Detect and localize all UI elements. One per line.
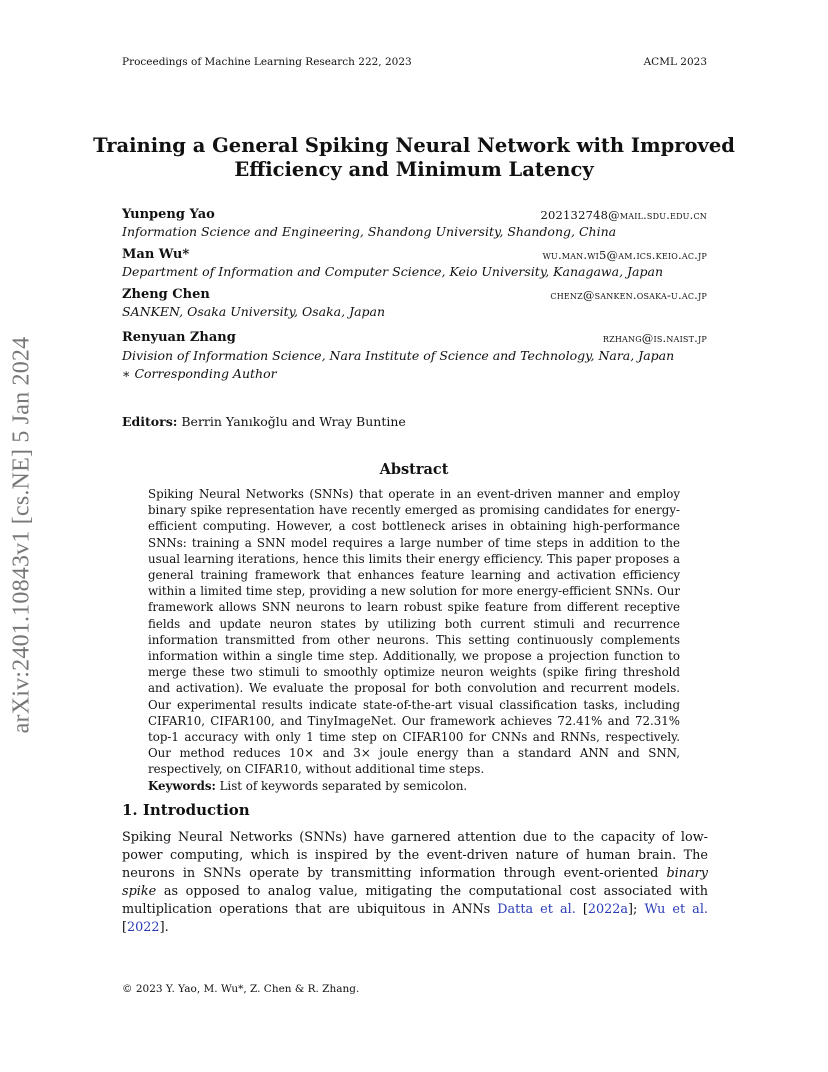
author-name: Yunpeng Yao	[122, 207, 215, 222]
author-affiliation: Information Science and Engineering, Shandong University, Shandong, China	[122, 224, 617, 239]
arxiv-sidebar-stamp	[8, 336, 35, 734]
author-name: Zheng Chen	[122, 287, 210, 302]
author-affiliation: Department of Information and Computer Science, Keio University, Kanagawa, Japan	[122, 264, 663, 279]
title-line-2: Efficiency and Minimum Latency	[234, 158, 594, 181]
section-heading-introduction: 1. Introduction	[122, 801, 250, 819]
title-line-1: Training a General Spiking Neural Network with Improved	[93, 134, 735, 157]
copyright-footer: © 2023 Y. Yao, M. Wu*, Z. Chen & R. Zhang.	[122, 983, 360, 995]
keywords-label: Keywords:	[148, 778, 216, 793]
author-affiliation: SANKEN, Osaka University, Osaka, Japan	[122, 304, 386, 319]
author-email[interactable]: wu.man.wi5@am.ics.keio.ac.jp	[542, 248, 707, 262]
intro-text-b: as opposed to analog value, mitigating the computational cost associated with multiplication operations that are ubiquitous in ANNs	[122, 884, 708, 917]
abstract-text: Spiking Neural Networks (SNNs) that operate in an event-driven manner and employ binary spike representation have recently emerged as promising candidates for energy-efficient computing. However, a cost bottleneck arises in obtaining high-performance SNNs: training a SNN model requires a large number of time steps in addition to the usual learning iterations, hence this limits their energy efficiency. This paper proposes a general training framework that enhances feature learning and activation efficiency within a limited time step, providing a new solution for more energy-efficient SNNs. Our framework allows SNN neurons to learn robust spike feature from different receptive fields and update neuron states by utilizing both current stimuli and recurrence information transmitted from other neurons. This setting continuously complements information within a single time step. Additionally, we propose a projection function to merge these two stimuli to smoothly optimize neuron weights (spike firing threshold and activation). We evaluate the proposal for both convolution and recurrent models. Our experimental results indicate state-of-the-art visual classification tasks, including CIFAR10, CIFAR100, and TinyImageNet. Our framework achieves 72.41% and 72.31% top-1 accuracy with only 1 time step on CIFAR100 for CNNs and RNNs, respectively. Our method reduces 10× and 3× joule energy than a standard ANN and SNN, respectively, on CIFAR10, without additional time steps.	[148, 487, 680, 777]
author-email[interactable]: chenz@sanken.osaka-u.ac.jp	[550, 288, 707, 302]
keywords-text: List of keywords separated by semicolon.	[219, 778, 468, 793]
introduction-paragraph: Spiking Neural Networks (SNNs) have garnered attention due to the capacity of low-power computing, which is inspired by the event-driven nature of human brain. The neurons in SNNs operate by transmitting information through event-oriented binary spike as opposed to analog value, mitigating the computational cost associated with multiplication operations that are ubiquitous in ANNs Datta et al. [2022a]; Wu et al. [2022].	[122, 830, 708, 935]
author-email[interactable]: 202132748@mail.sdu.edu.cn	[540, 208, 707, 222]
citation-year-link[interactable]: 2022	[127, 920, 160, 935]
citation-link[interactable]: Datta et al.	[497, 902, 576, 917]
keywords-line	[148, 778, 680, 794]
author-affiliation: Division of Information Science, Nara Institute of Science and Technology, Nara, Japan	[122, 348, 675, 363]
running-header-right: ACML 2023	[643, 56, 707, 68]
intro-emphasis: binary spike	[122, 866, 708, 899]
citation-link[interactable]: Wu et al.	[644, 902, 708, 917]
paper-title	[0, 134, 828, 182]
abstract-heading: Abstract	[379, 461, 449, 478]
editors-names: Berrin Yanıkoğlu and Wray Buntine	[181, 414, 406, 429]
corresponding-author-note: ∗ Corresponding Author	[122, 366, 277, 381]
author-name: Renyuan Zhang	[122, 330, 236, 345]
author-name: Man Wu*	[122, 247, 190, 262]
running-header-left: Proceedings of Machine Learning Research 222, 2023	[122, 56, 412, 68]
abstract-body	[148, 486, 680, 794]
intro-text-a: Spiking Neural Networks (SNNs) have garnered attention due to the capacity of low-power computing, which is inspired by the event-driven nature of human brain. The neurons in SNNs operate by transmitting information through event-oriented	[122, 830, 708, 881]
author-email[interactable]: rzhang@is.naist.jp	[602, 331, 707, 345]
editors-line	[122, 414, 406, 429]
citation-year-link[interactable]: 2022a	[587, 902, 629, 917]
editors-label: Editors:	[122, 414, 178, 429]
arxiv-identifier: arXiv:2401.10843v1 [cs.NE] 5 Jan 2024	[8, 336, 35, 734]
